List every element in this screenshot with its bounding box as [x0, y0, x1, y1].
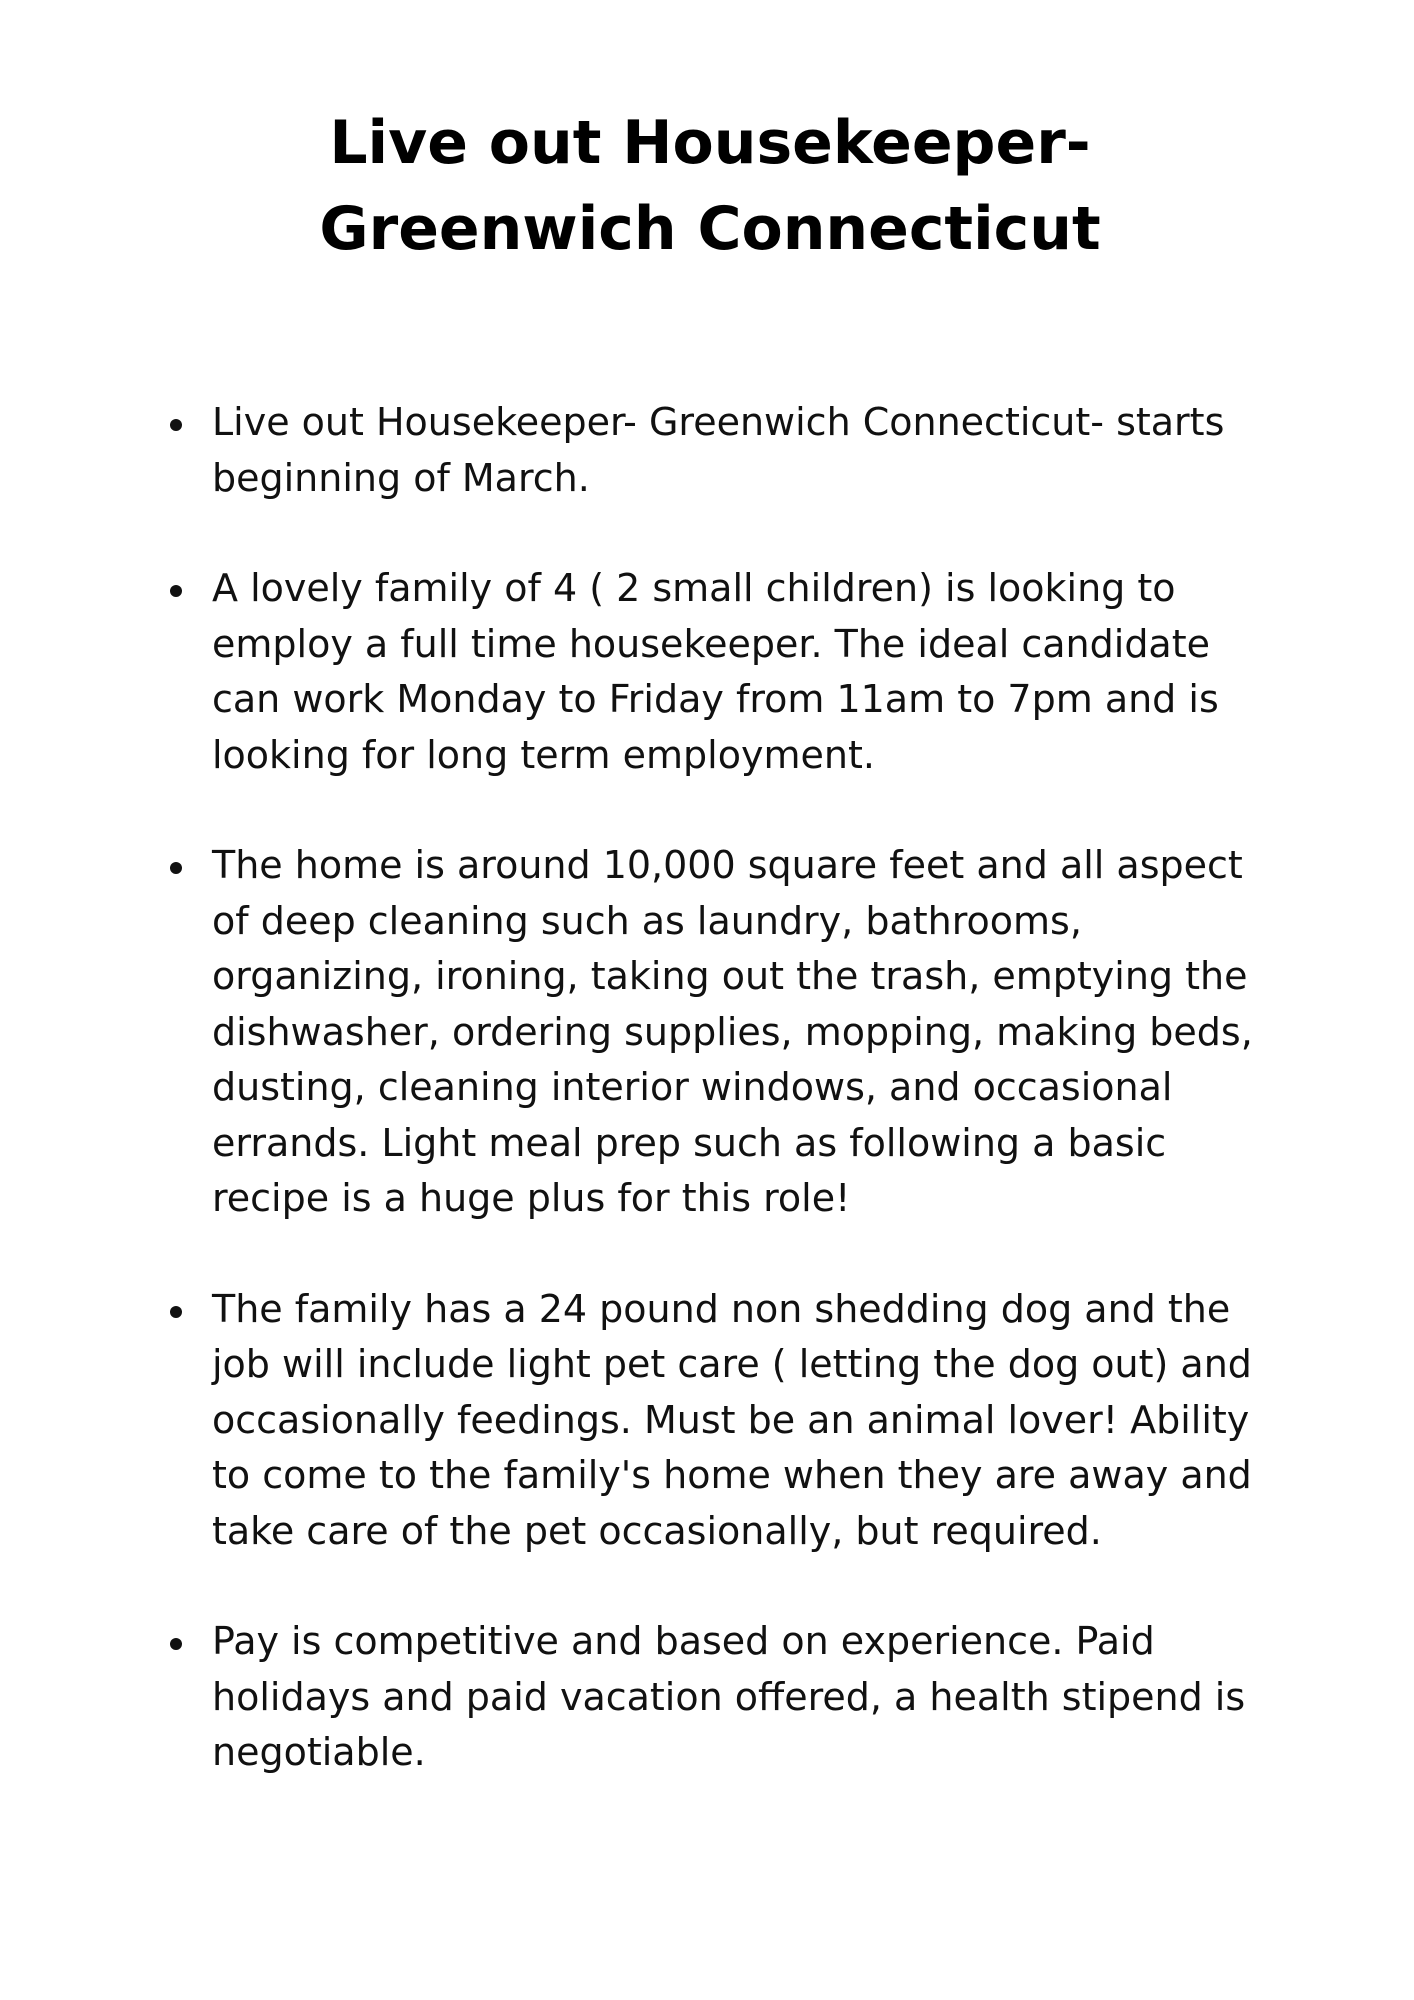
page-title: [240, 100, 1180, 272]
job-details-list: [168, 395, 1288, 1836]
list-item-family-schedule: [168, 561, 1272, 783]
bullet-text: A lovely family of 4 ( 2 small children) is looking to employ a full time housekeeper. The ideal candidate can work Monday to Friday from 11am to 7pm and is looking for long term employment.: [212, 566, 1219, 777]
list-item-start-date: [168, 395, 1272, 506]
bullet-icon: [170, 1638, 182, 1650]
list-item-duties: [168, 838, 1272, 1227]
bullet-icon: [170, 419, 182, 431]
bullet-icon: [170, 1306, 182, 1318]
title-line-2: Greenwich Connecticut: [319, 194, 1101, 264]
list-item-pay-benefits: [168, 1614, 1272, 1781]
bullet-text: The home is around 10,000 square feet and all aspect of deep cleaning such as laundry, bathrooms, organizing, ironing, taking out the trash, emptying the dishwasher, ordering supplies, mopping, making beds, dusting, cleaning interior windows, and occasional errands. Light meal prep such as following a basic recipe is a huge plus for this role!: [212, 843, 1253, 1220]
bullet-text: The family has a 24 pound non shedding dog and the job will include light pet care ( letting the dog out) and occasionally feedings. Must be an animal lover! Ability to come to the family's home when they are away and take care of the pet occasionally, but required.: [212, 1286, 1252, 1553]
bullet-text: Live out Housekeeper- Greenwich Connecticut- starts beginning of March.: [212, 400, 1225, 500]
bullet-text: Pay is competitive and based on experience. Paid holidays and paid vacation offered, a health stipend is negotiable.: [212, 1619, 1246, 1774]
bullet-icon: [170, 862, 182, 874]
title-line-1: Live out Housekeeper-: [329, 108, 1091, 178]
bullet-icon: [170, 585, 182, 597]
list-item-pet-care: [168, 1282, 1272, 1560]
